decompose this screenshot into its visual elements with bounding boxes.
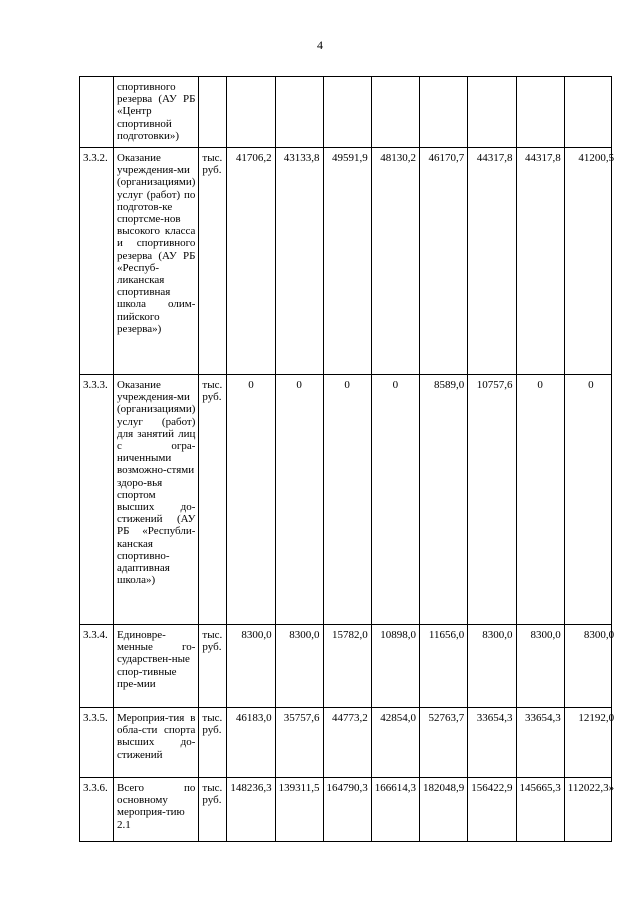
cell-value: 15782,0 [323, 625, 371, 708]
cell-unit: тыс. руб. [199, 708, 227, 778]
cell-value: 10757,6 [468, 375, 516, 625]
cell-value: 0 [323, 375, 371, 625]
cell-value: 0 [275, 375, 323, 625]
cell-value: 145665,3 [516, 778, 564, 842]
cell-value: 0 [227, 375, 275, 625]
cell-name: Оказание учреждения-ми (организациями) услуг (работ) по подготов-ке спортсме-нов высокого класса и спортивного резерва (АУ РБ «Респуб-ликанская спортивная школа олим-пийского резерва») [114, 148, 199, 375]
cell-value-text: 12192,0 [578, 712, 615, 725]
cell-value-text: 8300,0 [583, 629, 615, 642]
cell-num: 3.3.6. [80, 778, 114, 842]
cell-value: 46183,0 [227, 708, 275, 778]
cell-value: 8300,0 [227, 625, 275, 708]
table-row-continuation [80, 77, 612, 148]
cell-value [564, 778, 615, 842]
cell-value: 41706,2 [227, 148, 275, 375]
cell-value: 44773,2 [323, 708, 371, 778]
cell-value: 0 [371, 375, 419, 625]
cell-value: 156422,9 [468, 778, 516, 842]
cell-value: 52763,7 [420, 708, 468, 778]
cell-name: Оказание учреждения-ми (организациями) услуг (работ) для занятий лиц с огра-ниченными возможно-стями здоро-вья спортом высших до-стижений (АУ РБ «Республи-канская спортивно-адаптивная школа») [114, 375, 199, 625]
table-row [80, 375, 612, 625]
table-row [80, 625, 612, 708]
cell-value: 11656,0 [420, 625, 468, 708]
cell-value: 8300,0 [516, 625, 564, 708]
cell-unit: тыс. руб. [199, 375, 227, 625]
cell-unit: тыс. руб. [199, 778, 227, 842]
cell-value: 8300,0 [468, 625, 516, 708]
cell-value: 43133,8 [275, 148, 323, 375]
cell-val [516, 77, 564, 148]
cell-value: 44317,8 [516, 148, 564, 375]
cell-val [227, 77, 275, 148]
cell-val [275, 77, 323, 148]
cell-value: 42854,0 [371, 708, 419, 778]
cell-num: 3.3.5. [80, 708, 114, 778]
cell-value [564, 625, 615, 708]
cell-value-text: 0 [588, 379, 594, 392]
cell-name: спортивного резерва (АУ РБ «Центр спортивной подготовки») [114, 77, 199, 148]
cell-num: 3.3.3. [80, 375, 114, 625]
cell-val [323, 77, 371, 148]
cell-val [564, 77, 611, 148]
cell-val [468, 77, 516, 148]
cell-value: 182048,9 [420, 778, 468, 842]
cell-value: 44317,8 [468, 148, 516, 375]
cell-name: Единовре-менные го-сударствен-ные спор-тивные пре-мии [114, 625, 199, 708]
table-row [80, 708, 612, 778]
cell-name: Мероприя-тия в обла-сти спорта высших до-стижений [114, 708, 199, 778]
cell-val [420, 77, 468, 148]
cell-value: 8589,0 [420, 375, 468, 625]
cell-num: 3.3.2. [80, 148, 114, 375]
cell-unit [199, 77, 227, 148]
page-number: 4 [317, 38, 323, 52]
cell-value: 148236,3 [227, 778, 275, 842]
cell-value-text: 112022,3» [567, 782, 615, 795]
budget-table [79, 76, 615, 842]
cell-value: 48130,2 [371, 148, 419, 375]
table-row [80, 778, 612, 842]
cell-value: 33654,3 [468, 708, 516, 778]
cell-value-text: 41200,5 [578, 152, 615, 165]
cell-value: 33654,3 [516, 708, 564, 778]
cell-value: 49591,9 [323, 148, 371, 375]
cell-value [564, 148, 615, 375]
cell-unit: тыс. руб. [199, 625, 227, 708]
cell-name: Всего по основному мероприя-тию 2.1 [114, 778, 199, 842]
cell-value: 139311,5 [275, 778, 323, 842]
cell-num [80, 77, 114, 148]
cell-value: 10898,0 [371, 625, 419, 708]
cell-value: 164790,3 [323, 778, 371, 842]
cell-num: 3.3.4. [80, 625, 114, 708]
cell-value: 46170,7 [420, 148, 468, 375]
cell-value: 8300,0 [275, 625, 323, 708]
cell-value: 35757,6 [275, 708, 323, 778]
cell-value: 0 [516, 375, 564, 625]
table-row [80, 148, 612, 375]
cell-value [564, 375, 611, 625]
cell-unit: тыс. руб. [199, 148, 227, 375]
cell-value [564, 708, 615, 778]
cell-value: 166614,3 [371, 778, 419, 842]
cell-val [371, 77, 419, 148]
